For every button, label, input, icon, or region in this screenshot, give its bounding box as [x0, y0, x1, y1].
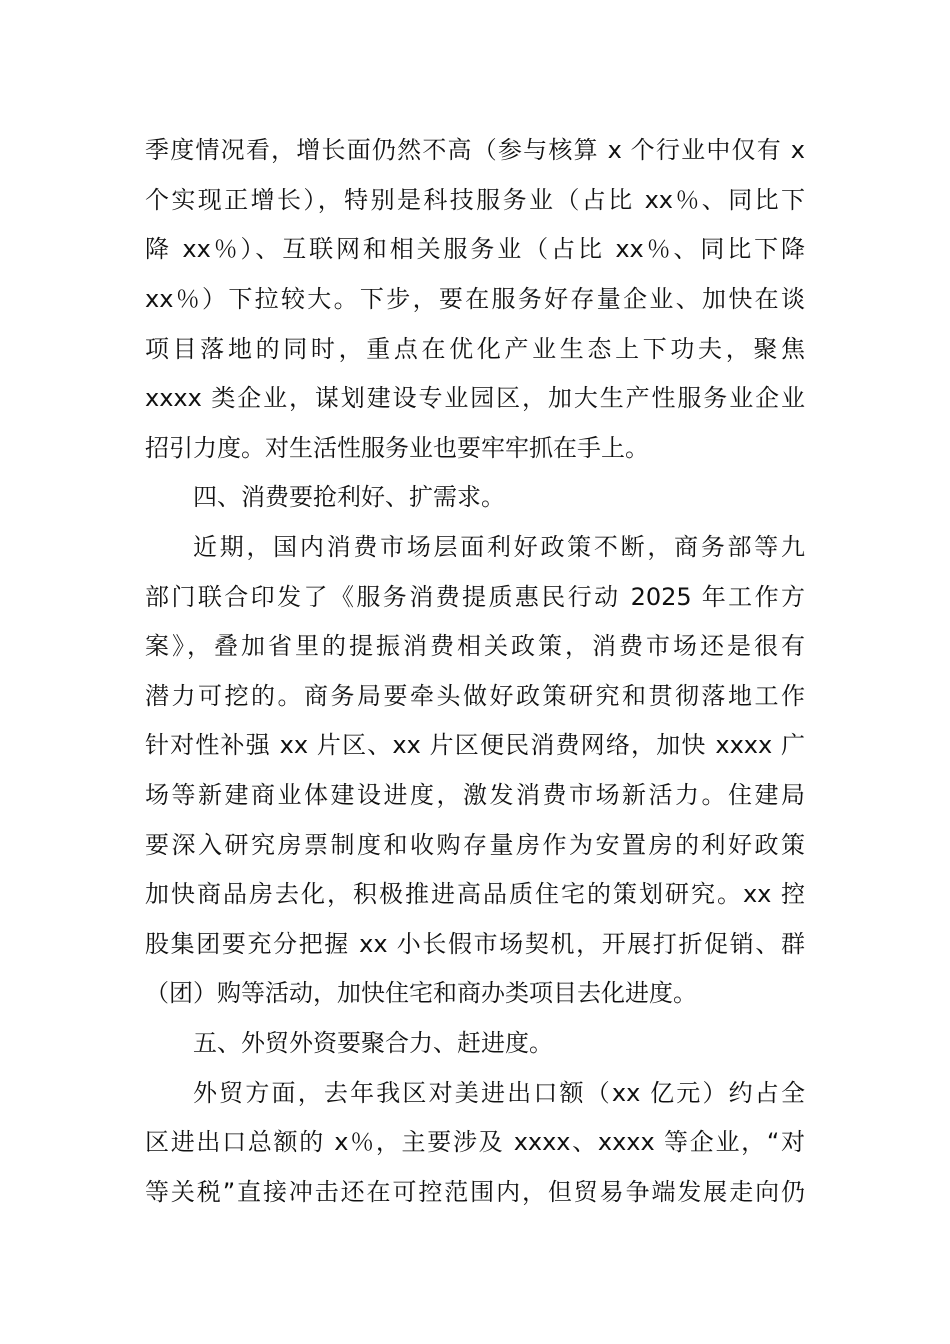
section-heading: 五、外贸外资要聚合力、赶进度。: [193, 1029, 553, 1057]
text-line: 加快商品房去化，积极推进高品质住宅的策划研究。xx 控: [145, 880, 805, 908]
text-line: 潜力可挖的。商务局要牵头做好政策研究和贯彻落地工作: [145, 682, 805, 710]
text-line: 近期，国内消费市场层面利好政策不断，商务部等九: [193, 533, 805, 561]
text-line: 项目落地的同时，重点在优化产业生态上下功夫，聚焦: [145, 335, 805, 363]
text-line: 季度情况看，增长面仍然不高（参与核算 x 个行业中仅有 x: [145, 136, 805, 164]
text-line: 案》，叠加省里的提振消费相关政策，消费市场还是很有: [145, 632, 805, 660]
text-line: 外贸方面，去年我区对美进出口额（xx 亿元）约占全: [193, 1079, 805, 1107]
text-line: xx％）下拉较大。下步，要在服务好存量企业、加快在谈: [145, 285, 805, 313]
text-line: 等关税”直接冲击还在可控范围内，但贸易争端发展走向仍: [145, 1178, 805, 1206]
text-line: 场等新建商业体建设进度，激发消费市场新活力。住建局: [145, 781, 805, 809]
text-line: xxxx 类企业，谋划建设专业园区，加大生产性服务业企业: [145, 384, 805, 412]
text-line: 招引力度。对生活性服务业也要牢牢抓在手上。: [145, 434, 649, 462]
text-line: 个实现正增长），特别是科技服务业（占比 xx％、同比下: [145, 186, 805, 214]
text-line: 要深入研究房票制度和收购存量房作为安置房的利好政策: [145, 831, 805, 859]
text-line: 针对性补强 xx 片区、xx 片区便民消费网络，加快 xxxx 广: [145, 731, 805, 759]
text-line: 区进出口总额的 x％，主要涉及 xxxx、xxxx 等企业，“对: [145, 1128, 805, 1156]
text-line: 股集团要充分把握 xx 小长假市场契机，开展打折促销、群: [145, 930, 805, 958]
text-line: 部门联合印发了《服务消费提质惠民行动 2025 年工作方: [145, 583, 805, 611]
text-line: 降 xx％）、互联网和相关服务业（占比 xx％、同比下降: [145, 235, 805, 263]
section-heading: 四、消费要抢利好、扩需求。: [193, 483, 505, 511]
text-line: （团）购等活动，加快住宅和商办类项目去化进度。: [145, 979, 697, 1007]
